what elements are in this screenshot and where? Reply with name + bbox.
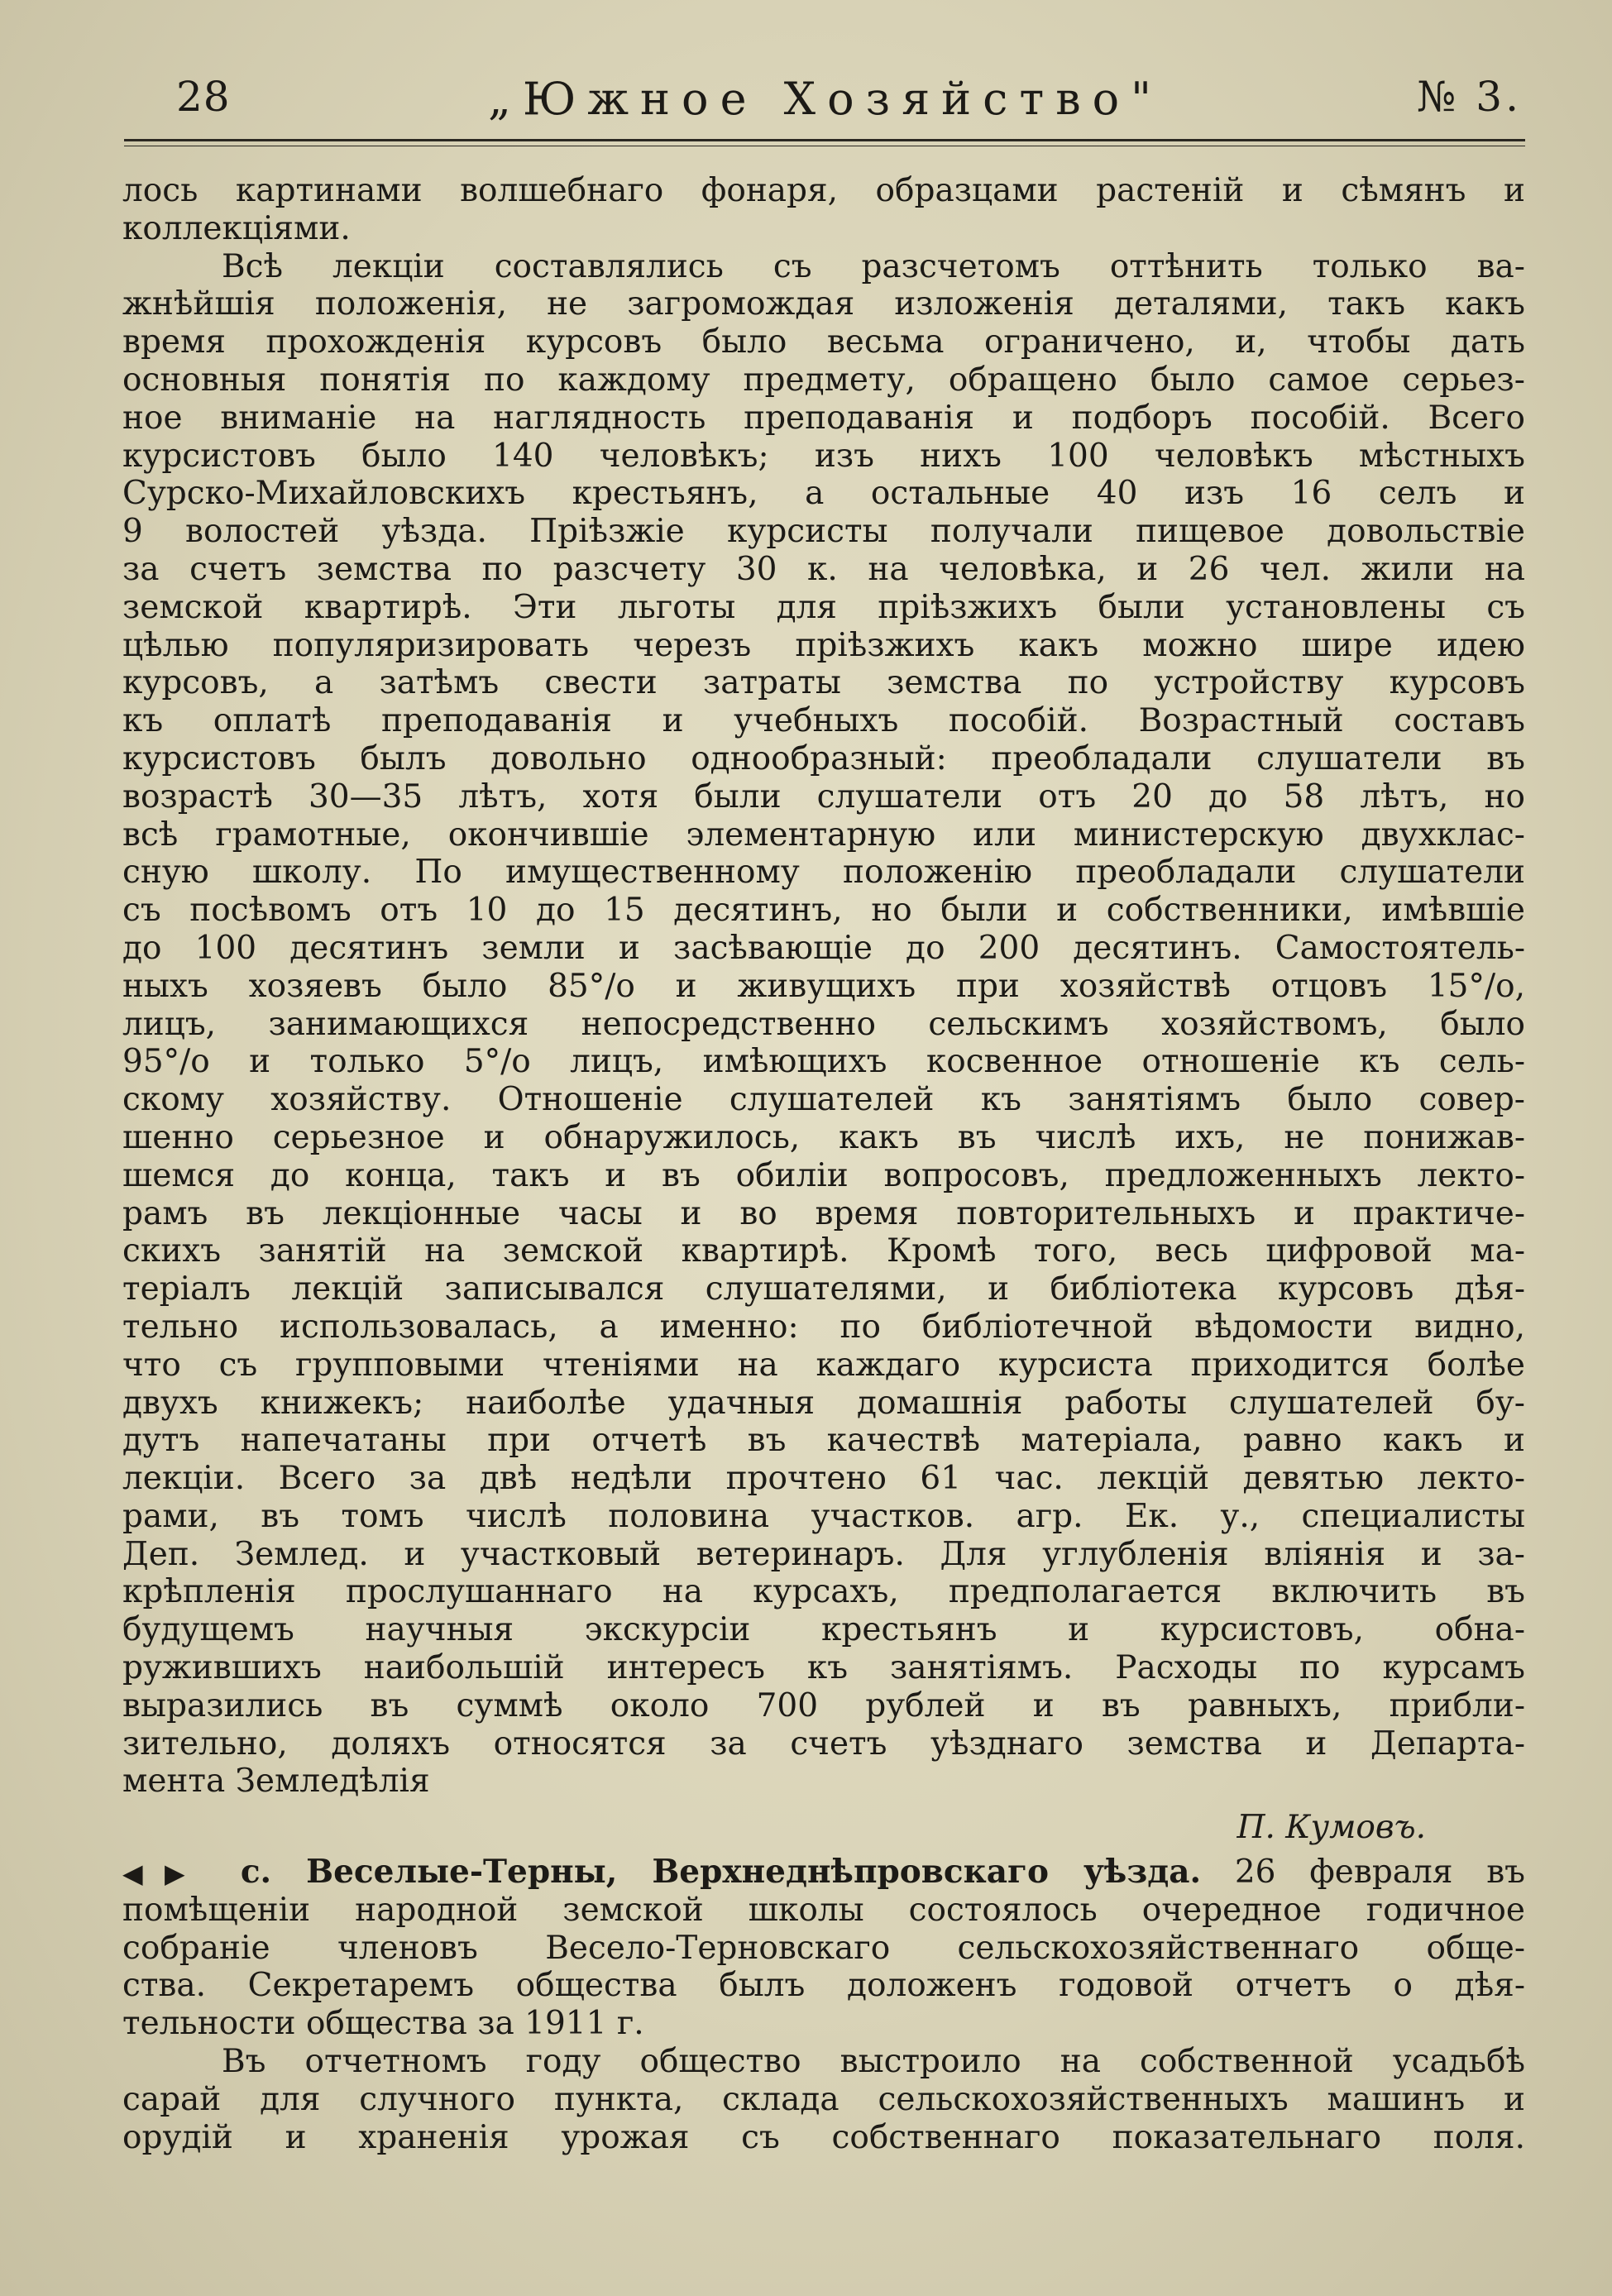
text-line: шенно серьезное и обнаружилось, какъ въ числѣ ихъ, не понижав- — [122, 1118, 1525, 1156]
running-header — [122, 73, 1528, 139]
text-line: земской квартирѣ. Эти льготы для пріѣзжихъ были установлены съ — [122, 588, 1525, 626]
news-item-place: с. Веселые-Терны, Верхнеднѣпровскаго уѣзда. — [240, 1854, 1202, 1892]
text-line: тельности общества за 1911 г. — [122, 2005, 644, 2043]
text-line: мента Земледѣлія — [122, 1763, 430, 1801]
text-line: сную школу. По имущественному положенію преобладали слушатели — [122, 854, 1525, 892]
text-line: Въ отчетномъ году общество выстроило на собственной усадьбѣ — [222, 2043, 1525, 2081]
journal-title: „Южное Хозяйство" — [487, 73, 1164, 125]
text-line: будущемъ научныя экскурсіи крестьянъ и курсистовъ, обна- — [122, 1611, 1525, 1649]
text-fragment: 26 февраля въ — [1234, 1854, 1525, 1892]
text-line: основныя понятія по каждому предмету, обращено было самое серьез- — [122, 361, 1525, 399]
text-line: дутъ напечатаны при отчетѣ въ качествѣ матеріала, равно какъ и — [122, 1422, 1525, 1460]
text-line: лось картинами волшебнаго фонаря, образцами растеній и сѣмянъ и — [122, 172, 1525, 209]
text-line: скихъ занятій на земской квартирѣ. Кромѣ того, весь цифровой ма- — [122, 1232, 1525, 1270]
text-line: что съ групповыми чтеніями на каждаго курсиста приходится болѣе — [122, 1346, 1525, 1384]
text-line: всѣ грамотные, окончившіе элементарную или министерскую двухклас- — [122, 816, 1525, 854]
text-line: Деп. Землед. и участковый ветеринаръ. Для углубленія вліянія и за- — [122, 1535, 1525, 1573]
article-body — [122, 172, 1525, 2156]
author-signature: П. Кумовъ. — [1237, 1809, 1426, 1847]
text-line: лицъ, занимающихся непосредственно сельскимъ хозяйствомъ, было — [122, 1005, 1525, 1043]
text-line: орудій и храненія урожая съ собственнаго показательнаго поля. — [122, 2118, 1525, 2156]
text-line: собраніе членовъ Весело-Терновскаго сельскохозяйственнаго обще- — [122, 1929, 1525, 1967]
text-line: цѣлью популяризировать черезъ пріѣзжихъ какъ можно шире идею — [122, 626, 1525, 664]
text-line: жнѣйшія положенія, не загромождая изложенія деталями, такъ какъ — [122, 285, 1525, 323]
news-item-heading — [122, 1854, 1525, 1892]
text-line: за счетъ земства по разсчету 30 к. на человѣка, и 26 чел. жили на — [122, 550, 1525, 588]
text-line: двухъ книжекъ; наиболѣе удачныя домашнія работы слушателей бу- — [122, 1384, 1525, 1422]
text-line: ное вниманіе на наглядность преподаванія и подборъ пособій. Всего — [122, 399, 1525, 437]
text-line: курсистовъ было 140 человѣкъ; изъ нихъ 100 человѣкъ мѣстныхъ — [122, 437, 1525, 475]
text-line: 9 волостей уѣзда. Пріѣзжіе курсисты получали пищевое довольствіе — [122, 513, 1525, 551]
text-line: помѣщеніи народной земской школы состоялось очередное годичное — [122, 1891, 1525, 1929]
text-line: ства. Секретаремъ общества былъ доложенъ годовой отчетъ о дѣя- — [122, 1967, 1525, 2005]
text-line: ныхъ хозяевъ было 85°/о и живущихъ при хозяйствѣ отцовъ 15°/о, — [122, 967, 1525, 1005]
text-line: ружившихъ наибольшій интересъ къ занятіямъ. Расходы по курсамъ — [122, 1649, 1525, 1687]
text-line: съ посѣвомъ отъ 10 до 15 десятинъ, но были и собственники, имѣвшіе — [122, 892, 1525, 930]
section-marker-icon: ◀▶ — [122, 1858, 208, 1890]
issue-number: № 3. — [1417, 73, 1522, 121]
text-line: 95°/о и только 5°/о лицъ, имѣющихъ косвенное отношеніе къ сель- — [122, 1043, 1525, 1081]
text-line: время прохожденія курсовъ было весьма ограничено, и, чтобы дать — [122, 323, 1525, 361]
text-line: выразились въ суммѣ около 700 рублей и въ равныхъ, прибли- — [122, 1686, 1525, 1724]
text-line: рамъ въ лекціонные часы и во время повторительныхъ и практиче- — [122, 1194, 1525, 1232]
text-line: теріалъ лекцій записывался слушателями, и библіотека курсовъ дѣя- — [122, 1270, 1525, 1308]
text-line: крѣпленія прослушаннаго на курсахъ, предполагается включить въ — [122, 1573, 1525, 1611]
text-line: лекціи. Всего за двѣ недѣли прочтено 61 час. лекцій девятью лекто- — [122, 1460, 1525, 1498]
text-line: Сурско-Михайловскихъ крестьянъ, а остальные 40 изъ 16 селъ и — [122, 475, 1525, 513]
text-line: курсовъ, а затѣмъ свести затраты земства по устройству курсовъ — [122, 664, 1525, 702]
text-line: зительно, доляхъ относятся за счетъ уѣзднаго земства и Департа- — [122, 1724, 1525, 1763]
text-line: до 100 десятинъ земли и засѣвающіе до 200 десятинъ. Самостоятель- — [122, 929, 1525, 967]
text-line: коллекціями. — [122, 209, 351, 247]
text-line: тельно использовалась, а именно: по библіотечной вѣдомости видно, — [122, 1308, 1525, 1346]
text-line: рами, въ томъ числѣ половина участков. агр. Ек. у., специалисты — [122, 1497, 1525, 1535]
page-number: 28 — [176, 73, 231, 121]
text-line: шемся до конца, такъ и въ обиліи вопросовъ, предложенныхъ лекто- — [122, 1156, 1525, 1194]
text-line: курсистовъ былъ довольно однообразный: преобладали слушатели въ — [122, 739, 1525, 777]
header-rule — [124, 139, 1525, 141]
text-line: къ оплатѣ преподаванія и учебныхъ пособій. Возрастный составъ — [122, 702, 1525, 740]
text-line: Всѣ лекціи составлялись съ разсчетомъ оттѣнить только ва- — [222, 247, 1525, 285]
text-line: сарай для случного пункта, склада сельскохозяйственныхъ машинъ и — [122, 2080, 1525, 2118]
text-line: возрастѣ 30—35 лѣтъ, хотя были слушатели отъ 20 до 58 лѣтъ, но — [122, 777, 1525, 816]
text-line: скому хозяйству. Отношеніе слушателей къ занятіямъ было совер- — [122, 1081, 1525, 1119]
